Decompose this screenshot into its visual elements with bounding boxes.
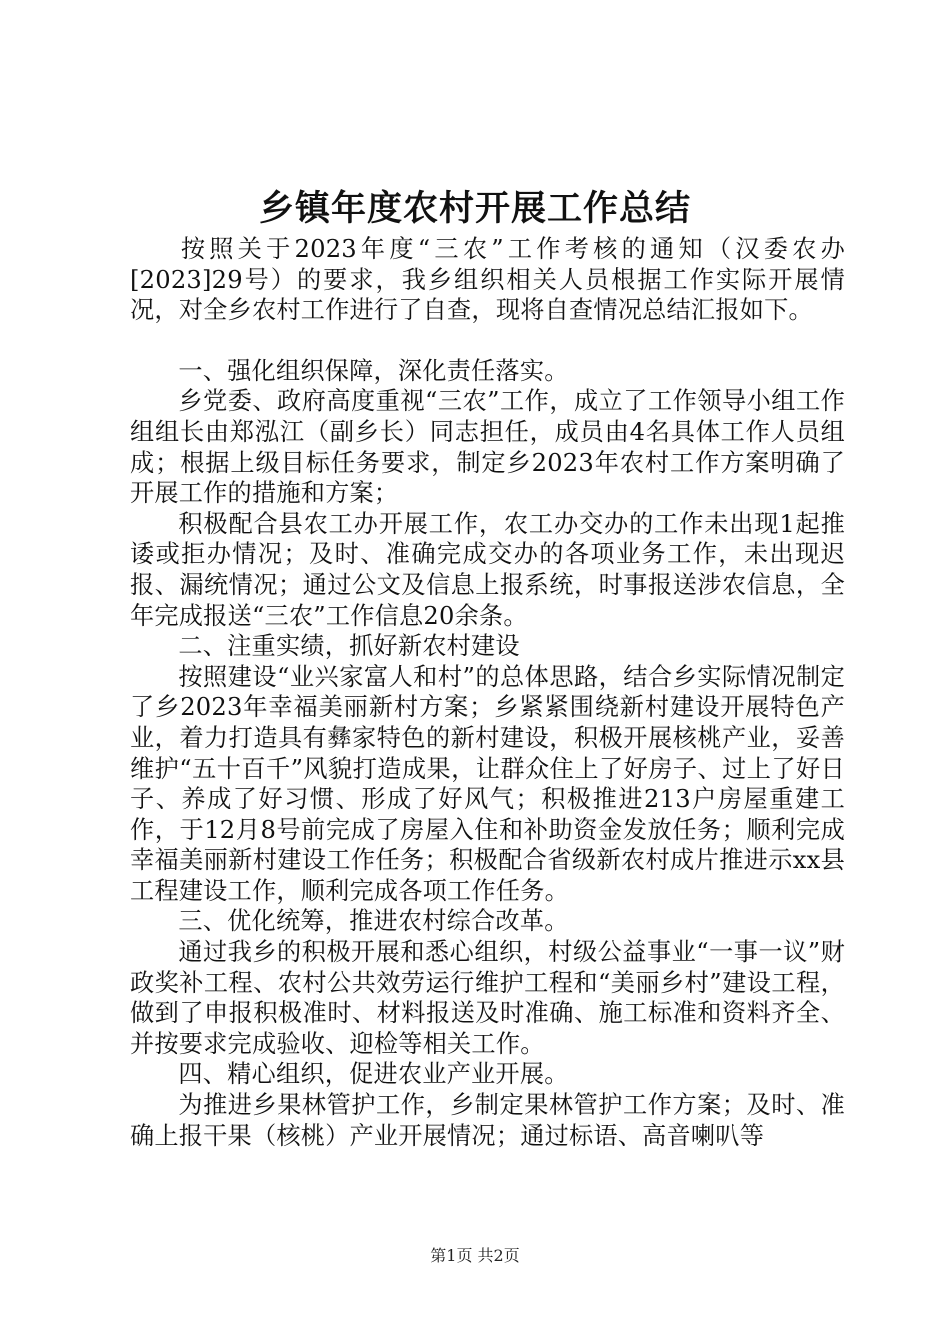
body-paragraph: 积极配合县农工办开展工作，农工办交办的工作未出现1起推诿或拒办情况；及时、准确完成交办的各项业务工作，未出现迟报、漏统情况；通过公文及信息上报系统，时事报送涉农信息，全年完成报送“三农”工作信息20余条。 xyxy=(130,509,845,630)
intro-paragraph: 按照关于2023年度“三农”工作考核的通知（汉委农办[2023]29号）的要求，我乡组织相关人员根据工作实际开展情况，对全乡农村工作进行了自查，现将自查情况总结汇报如下。 xyxy=(130,235,845,325)
document-title: 乡镇年度农村开展工作总结 xyxy=(258,188,691,229)
body-paragraph: 乡党委、政府高度重视“三农”工作，成立了工作领导小组工作组组长由郑泓江（副乡长）同志担任，成员由4名具体工作人员组成；根据上级目标任务要求，制定乡2023年农村工作方案明确了开展工作的措施和方案； xyxy=(130,387,845,508)
body-paragraph: 为推进乡果林管护工作，乡制定果林管护工作方案；及时、准确上报干果（核桃）产业开展情况；通过标语、高音喇叭等 xyxy=(130,1091,845,1150)
section-heading-3: 三、优化统筹，推进农村综合改革。 xyxy=(178,907,569,936)
section-heading-2: 二、注重实绩，抓好新农村建设 xyxy=(178,632,520,661)
document-body xyxy=(130,234,845,1151)
section-heading-1: 一、强化组织保障，深化责任落实。 xyxy=(178,356,569,385)
body-paragraph: 按照建设“业兴家富人和村”的总体思路，结合乡实际情况制定了乡2023年幸福美丽新村方案；乡紧紧围绕新村建设开展特色产业，着力打造具有彝家特色的新村建设，积极开展核桃产业，妥善维护“五十百千”风貌打造成果，让群众住上了好房子、过上了好日子、养成了好习惯、形成了好风气；积极推进213户房屋重建工作，于12月8号前完成了房屋入住和补助资金发放任务；顺利完成幸福美丽新村建设工作任务；积极配合省级新农村成片推进示xx县工程建设工作，顺利完成各项工作任务。 xyxy=(130,662,845,905)
body-paragraph: 通过我乡的积极开展和悉心组织，村级公益事业“一事一议”财政奖补工程、农村公共效劳运行维护工程和“美丽乡村”建设工程，做到了申报积极准时、材料报送及时准确、施工标准和资料齐全、并按要求完成验收、迎检等相关工作。 xyxy=(130,938,845,1058)
section-heading-4: 四、精心组织，促进农业产业开展。 xyxy=(178,1060,569,1089)
page-number-footer: 第1页 共2页 xyxy=(430,1246,520,1265)
